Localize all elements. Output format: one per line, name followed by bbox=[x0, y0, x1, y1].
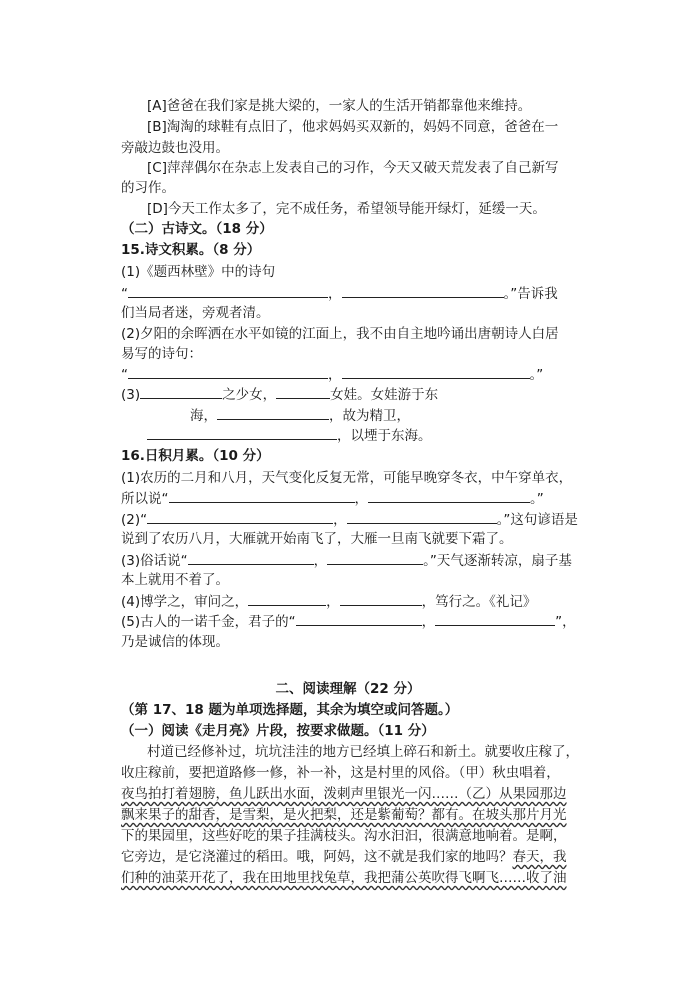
quote-open: “ bbox=[121, 286, 128, 302]
passage-text: 它旁边，是它浇灌过的稻田。哦，阿妈，这不就是我们家的地吗？ bbox=[121, 849, 513, 865]
inline-text: ，以堙于东海。 bbox=[337, 428, 432, 444]
trailing-text: 。”天气逐渐转凉，扇子基 bbox=[423, 553, 572, 569]
inline-text: 女娃。女娃游于东 bbox=[330, 387, 439, 403]
answer-blank[interactable] bbox=[342, 283, 504, 298]
answer-blank[interactable] bbox=[368, 488, 530, 503]
separator: ， bbox=[328, 286, 342, 302]
item-number: (3) bbox=[121, 387, 141, 403]
answer-blank[interactable] bbox=[248, 591, 326, 606]
option-b-line1: [B]淘淘的球鞋有点旧了，他求妈妈买双新的，妈妈不同意，爸爸在一 bbox=[147, 119, 559, 135]
q15-part2-blanks bbox=[121, 364, 543, 385]
section-heading-poetry: （二）古诗文。（18 分） bbox=[121, 221, 273, 237]
answer-blank[interactable] bbox=[435, 611, 555, 626]
q16-part4 bbox=[121, 591, 536, 612]
inline-text: 之少女， bbox=[222, 387, 277, 403]
separator: ， bbox=[313, 553, 328, 569]
q15-part1-line2: 们当局者迷，旁观者清。 bbox=[121, 305, 270, 321]
inline-text: 海， bbox=[190, 408, 217, 424]
reading-subsection-title: （一）阅读《走月亮》片段，按要求做题。（11 分） bbox=[121, 723, 435, 739]
answer-blank[interactable] bbox=[147, 425, 337, 440]
passage-text-underlined: 春天，我 bbox=[512, 849, 567, 865]
q15-part3-line3 bbox=[147, 425, 432, 446]
passage-line-underlined: 夜鸟拍打着翅膀，鱼儿跃出水面，泼刺声里银光一闪……（乙）从果园那边 bbox=[121, 786, 567, 802]
passage-line: 收庄稼前，要把道路修一修，补一补，这是村里的风俗。（甲）秋虫唱着， bbox=[121, 765, 560, 781]
trailing-text: ，笃行之。《礼记》 bbox=[421, 594, 537, 610]
answer-blank[interactable] bbox=[188, 550, 314, 565]
q16-part1-line1: (1)农历的二月和八月，天气变化反复无常，可能早晚穿冬衣，中午穿单衣， bbox=[121, 470, 573, 486]
passage-line-underlined: 们种的油菜开花了，我在田地里找兔草，我把蒲公英吹得飞啊飞……收了油 bbox=[121, 870, 567, 886]
answer-blank[interactable] bbox=[340, 591, 422, 606]
q15-part1-blanks bbox=[121, 283, 558, 304]
quote-open: “ bbox=[121, 367, 128, 383]
q16-part1-line2 bbox=[121, 488, 544, 509]
answer-blank[interactable] bbox=[140, 384, 222, 399]
q16-title: 16.日积月累。（10 分） bbox=[121, 448, 270, 464]
passage-line: 村道已经修补过，坑坑洼洼的地方已经填上碎石和新土。就要收庄稼了， bbox=[147, 744, 579, 760]
inline-text: (5)古人的一诺千金，君子的“ bbox=[121, 614, 296, 630]
option-c-line1: [C]萍萍偶尔在杂志上发表自己的习作，今天又破天荒发表了自己新写 bbox=[147, 160, 559, 176]
answer-blank[interactable] bbox=[327, 550, 423, 565]
q16-part3-line2: 本上就用不着了。 bbox=[121, 572, 229, 588]
q16-part5-line1 bbox=[121, 611, 576, 632]
option-c-line2: 的习作。 bbox=[121, 180, 175, 196]
q15-title: 15.诗文积累。（8 分） bbox=[121, 242, 261, 258]
separator: ， bbox=[328, 367, 342, 383]
separator: ， bbox=[333, 512, 347, 528]
trailing-text: 。”这句谚语是 bbox=[496, 512, 578, 528]
inline-text: 所以说“ bbox=[121, 491, 169, 507]
q16-part3-line1 bbox=[121, 550, 572, 571]
passage-line-underlined: 飘来果子的甜香，是雪梨，是火把梨，还是紫葡萄？都有。在坡头那片月光 bbox=[121, 807, 567, 823]
trailing-text: 。”告诉我 bbox=[503, 286, 558, 302]
q16-part2-line2: 说到了农历八月，大雁就开始南飞了，大雁一旦南飞就要下霜了。 bbox=[121, 531, 513, 547]
option-b-line2: 旁敲边鼓也没用。 bbox=[121, 140, 229, 156]
passage-line: 下的果园里，这些好吃的果子挂满枝头。沟水汩汩，很满意地响着。是啊， bbox=[121, 828, 567, 844]
answer-blank[interactable] bbox=[128, 364, 328, 379]
separator: ， bbox=[326, 594, 340, 610]
q15-part3-line1 bbox=[121, 384, 438, 405]
inline-text: (2)“ bbox=[121, 512, 148, 528]
inline-text: (3)俗话说“ bbox=[121, 553, 188, 569]
inline-text: (4)博学之，审问之， bbox=[121, 594, 249, 610]
trailing-text: 。” bbox=[529, 367, 544, 383]
trailing-text: 。” bbox=[530, 491, 544, 507]
answer-blank[interactable] bbox=[276, 384, 330, 399]
answer-blank[interactable] bbox=[296, 611, 422, 626]
inline-text: ，故为精卫， bbox=[329, 408, 410, 424]
answer-blank[interactable] bbox=[169, 488, 355, 503]
separator: ， bbox=[354, 491, 368, 507]
answer-blank[interactable] bbox=[342, 364, 530, 379]
separator: ， bbox=[421, 614, 436, 630]
trailing-text: ”， bbox=[555, 614, 576, 630]
option-a: [A]爸爸在我们家是挑大梁的，一家人的生活开销都靠他来维持。 bbox=[147, 98, 532, 114]
passage-line bbox=[121, 847, 567, 867]
answer-blank[interactable] bbox=[347, 509, 497, 524]
reading-section-note: （第 17、18 题为单项选择题，其余为填空或问答题。） bbox=[121, 702, 459, 718]
q15-part2-line2: 易写的诗句： bbox=[121, 346, 202, 362]
answer-blank[interactable] bbox=[128, 283, 328, 298]
answer-blank[interactable] bbox=[217, 405, 329, 420]
q16-part2-line1 bbox=[121, 509, 578, 530]
option-d: [D]今天工作太多了，完不成任务，希望领导能开绿灯，延缓一天。 bbox=[147, 201, 546, 217]
reading-section-title: 二、阅读理解（22 分） bbox=[275, 681, 421, 697]
q15-part2-line1: (2)夕阳的余晖洒在水平如镜的江面上，我不由自主地吟诵出唐朝诗人白居 bbox=[121, 326, 559, 342]
q15-part1: (1)《题西林壁》中的诗句 bbox=[121, 264, 276, 280]
q16-part5-line2: 乃是诚信的体现。 bbox=[121, 634, 229, 650]
answer-blank[interactable] bbox=[147, 509, 333, 524]
q15-part3-line2 bbox=[190, 405, 410, 426]
